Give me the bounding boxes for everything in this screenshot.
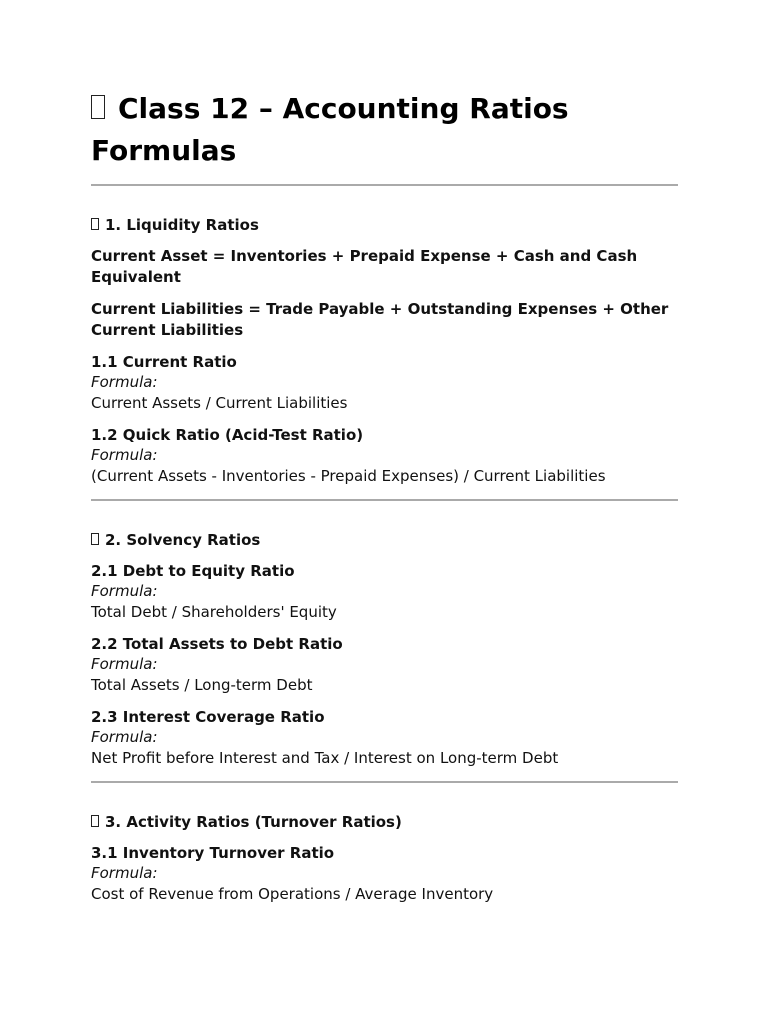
section-solvency-ratios xyxy=(91,530,678,769)
formula-text: Net Profit before Interest and Tax / Interest on Long-term Debt xyxy=(91,749,559,767)
formula-label: Formula: xyxy=(91,728,158,746)
definition-current-liabilities: Current Liabilities = Trade Payable + Outstanding Expenses + Other Current Liabilities xyxy=(91,300,669,339)
formula-text: Total Assets / Long-term Debt xyxy=(91,676,313,694)
ratio-title: 1.1 Current Ratio xyxy=(91,353,237,371)
divider xyxy=(91,499,678,501)
ratio-inventory-turnover xyxy=(91,843,678,905)
ratio-title: 2.2 Total Assets to Debt Ratio xyxy=(91,635,343,653)
divider xyxy=(91,781,678,783)
ratio-title: 1.2 Quick Ratio (Acid-Test Ratio) xyxy=(91,426,364,444)
section-heading xyxy=(91,530,678,550)
section-heading xyxy=(91,215,678,235)
ratio-current-ratio xyxy=(91,352,678,414)
page-title xyxy=(91,88,678,172)
formula-text: Total Debt / Shareholders' Equity xyxy=(91,603,337,621)
section-heading-text: 1. Liquidity Ratios xyxy=(105,216,259,234)
formula-label: Formula: xyxy=(91,446,158,464)
section-heading-text: 3. Activity Ratios (Turnover Ratios) xyxy=(105,813,402,831)
definition-current-asset: Current Asset = Inventories + Prepaid Expense + Cash and Cash Equivalent xyxy=(91,247,638,286)
ratio-title: 2.1 Debt to Equity Ratio xyxy=(91,562,295,580)
formula-text: (Current Assets - Inventories - Prepaid Expenses) / Current Liabilities xyxy=(91,467,606,485)
formula-label: Formula: xyxy=(91,373,158,391)
formula-text: Cost of Revenue from Operations / Average Inventory xyxy=(91,885,494,903)
ratio-title: 2.3 Interest Coverage Ratio xyxy=(91,708,325,726)
ratio-total-assets-to-debt xyxy=(91,634,678,696)
divider xyxy=(91,184,678,186)
ratio-title: 3.1 Inventory Turnover Ratio xyxy=(91,844,335,862)
missing-glyph-icon xyxy=(91,533,99,545)
section-heading-text: 2. Solvency Ratios xyxy=(105,531,261,549)
section-activity-ratios xyxy=(91,812,678,905)
missing-glyph-icon xyxy=(91,815,99,827)
page-title-text: Class 12 – Accounting Ratios Formulas xyxy=(91,92,569,167)
missing-glyph-icon xyxy=(91,95,105,119)
section-heading xyxy=(91,812,678,832)
formula-label: Formula: xyxy=(91,864,158,882)
formula-label: Formula: xyxy=(91,655,158,673)
ratio-debt-to-equity xyxy=(91,561,678,623)
ratio-quick-ratio xyxy=(91,425,678,487)
section-liquidity-ratios xyxy=(91,215,678,487)
ratio-interest-coverage xyxy=(91,707,678,769)
formula-text: Current Assets / Current Liabilities xyxy=(91,394,348,412)
formula-label: Formula: xyxy=(91,582,158,600)
missing-glyph-icon xyxy=(91,218,99,230)
